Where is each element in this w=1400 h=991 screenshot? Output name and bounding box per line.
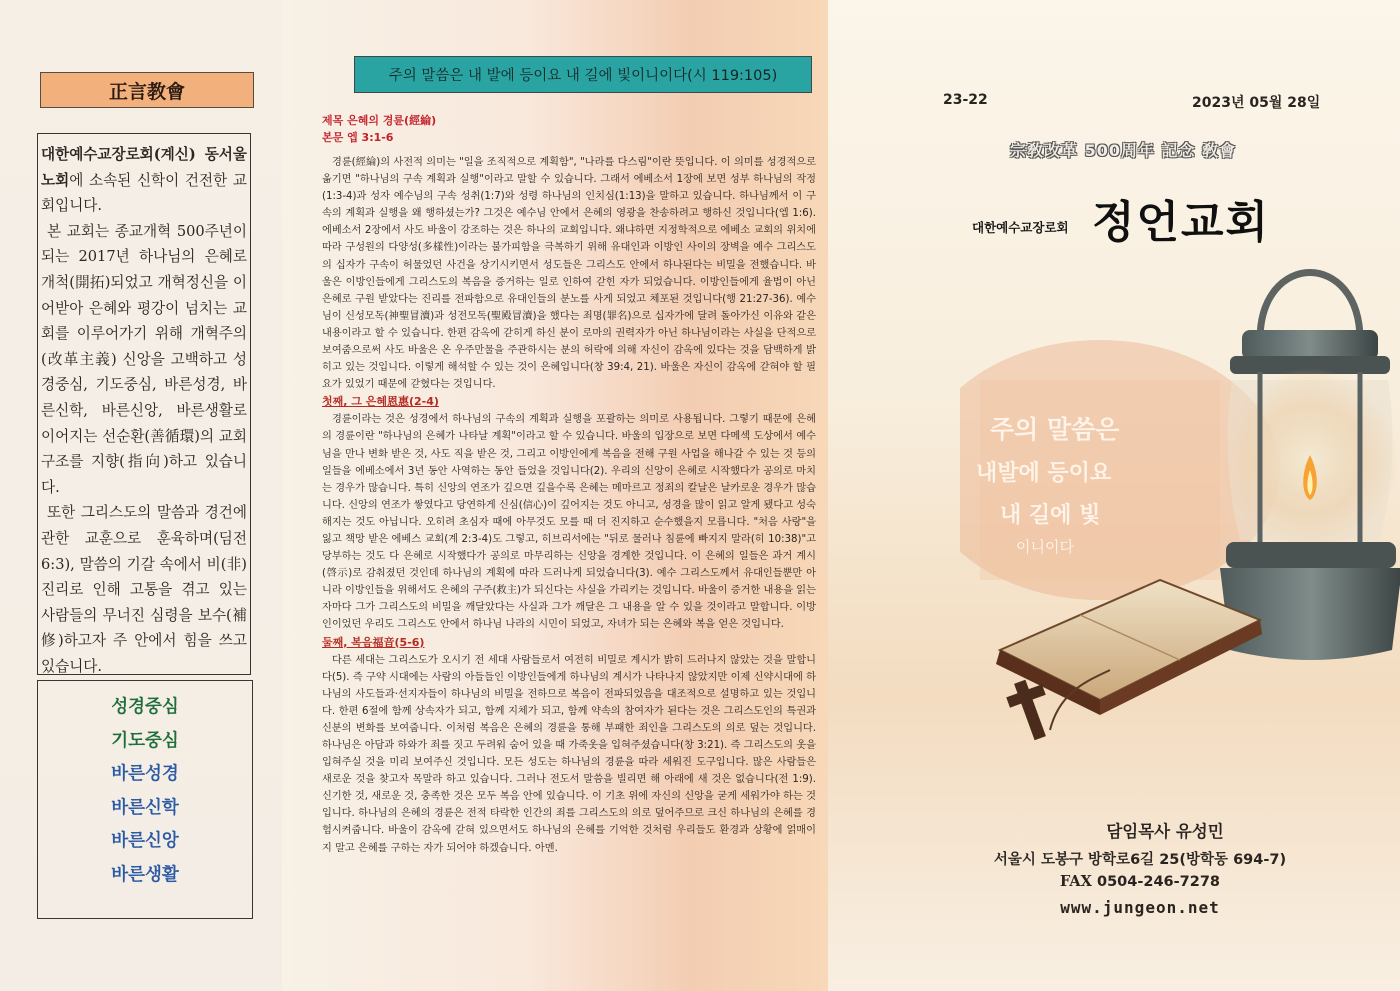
- bulletin-date: 2023년 05월 28일: [1192, 95, 1321, 111]
- lamp-cap: [1242, 330, 1378, 360]
- church-intro-box: [37, 133, 251, 675]
- denomination-label: 대한예수교장로회: [972, 220, 1069, 235]
- value-right-bible: 바른성경: [111, 764, 179, 784]
- church-name-title: 정언교회: [1092, 197, 1271, 248]
- core-values-box: [37, 680, 253, 919]
- pastor-name: 담임목사 유성민: [1106, 822, 1224, 841]
- intro-paragraph-1: [41, 142, 247, 219]
- value-right-faith: 바른신앙: [111, 831, 179, 851]
- section-2-label: 둘째, 복음福音(5-6): [322, 635, 425, 649]
- intro-paragraph-2: [41, 219, 247, 501]
- lamp-bible-illustration: [960, 260, 1400, 760]
- verse-text: 주의 말씀은 내 발에 등이요 내 길에 빛이니이다(시 119:105): [388, 68, 778, 84]
- sermon-paragraph-2: 다른 세대는 그리스도가 오시기 전 세대 사람들로서 여전히 비밀로 계시가 밝히 드러나지 않았는 것을 말합니다(5). 즉 구약 시대에는 사람의 아들들인 이방인들에게 하나님의 계시가 나타나지 않았지만 이제 신약시대에 하나님의 사도들과·선지자들이 하나님의 비밀을 전하므로 복음이 전파되었음을 대조적으로 설명하고 있는 것입니다. 한편 6절에 함께 상속자가 되고, 함께 지체가 되고, 함께 약속의 참여자가 된다는 것은 그리스도인의 특권과 신분의 변화를 보여줍니다. 이처럼 복음은 은혜의 경륜을 통해 부패한 죄인을 그리스도의 의로 덮는 것입니다. 하나님은 아담과 하와가 죄를 짓고 두려워 숨어 있을 때 가죽옷을 입혀주셨습니다(창 3:21). 즉 그리스도의 옷을 입혀주실 것을 미리 보여주신 것입니다. 모든 성도는 하나님의 경륜을 따라 세워진 도구입니다. 많은 사람들은 새로운 것을 찾고자 목말라 하고 있습니다. 그러나 전도서 말씀을 빌리면 해 아래에 새 것은 없습니다(전 1:9). 신기한 것, 새로운 것, 충족한 것은 모두 복음 안에 있습니다. 이 기초 위에 자신의 신앙을 굳게 세워가야 하는 것입니다. 하나님의 은혜의 경륜은 전적 타락한 인간의 죄를 그리스도의 의로 덮어주므로 크신 하나님의 은혜를 경험시켜줍니다. 바울이 감옥에 갇혀 있으면서도 하나님의 은혜를 기억한 것처럼 우리들도 환경과 상황에 얽매이지 말고 은혜를 구하는 자가 되어야 하겠습니다. 아멘.: [322, 654, 816, 854]
- sermon-scripture: 본문 엡 3:1-6: [322, 131, 394, 144]
- website-url[interactable]: www.jungeon.net: [1060, 898, 1220, 917]
- section-heading-2: [322, 634, 816, 652]
- lamp-base-rim: [1226, 542, 1396, 568]
- lamp-handle: [1260, 273, 1360, 341]
- calligraphy-line-3: 내 길에 빛: [1000, 503, 1101, 528]
- intro-text-3: 또한 그리스도의 말씀과 경건에 관한 교훈으로 훈육하며(딤전 6:3), 말씀의 기갈 속에서 비(非) 진리로 인해 고통을 겪고 있는 사람들의 무너진 심령을 보수(補修)하고자 주 안에서 힘을 쓰고 있습니다.: [41, 504, 247, 675]
- fax-line: [970, 873, 1310, 890]
- fax-number: 0504-246-7278: [1096, 874, 1221, 890]
- intro-text-1: 에 소속된 신학이 건전한 교회입니다.: [41, 171, 247, 215]
- intro-text-2: 본 교회는 종교개혁 500주년이 되는 2017년 하나님의 은혜로 개척(開拓)되었고 개혁정신을 이어받아 은혜와 평강이 넘치는 교회를 이루어가기 위해 개혁주의(改革主義) 신앙을 고백하고 성경중심, 기도중심, 바른성경, 바른신학, 바른신앙, 바른생활로 이어지는 선순환(善循環)의 교회 구조를 지향(指向)하고 있습니다.: [41, 222, 247, 496]
- value-bible-centered: 성경중심: [111, 697, 179, 717]
- verse-banner: [354, 56, 812, 93]
- intro-bold: 대한예수교장로회(계신) 동서울 노회: [41, 146, 247, 189]
- church-address: 서울시 도봉구 방학로6길 25(방학동 694-7): [993, 852, 1287, 868]
- sermon-intro: 경륜(經綸)의 사전적 의미는 "일을 조직적으로 계획함", "나라를 다스림"이란 뜻입니다. 이 의미를 성경적으로 옮기면 "하나님의 구속 계획과 실행"이라고 말할 수 있습니다. 그래서 에베소서 1장에 보면 성부 하나님의 작정(1:3-4)과 성자 예수님의 구속 성취(1:7)와 성령 하나님의 인치심(1:13)을 말하고 있습니다. 하나님께서 이 구속의 계획과 실행을 왜 행하셨는가? 그것은 예수님 안에서 은혜의 영광을 찬송하려고 행하신 것입니다(엡 1:6). 에베소서 2장에서 사도 바울이 강조하는 것은 하나의 교회입니다. 왜냐하면 지정학적으로 에베소 교회의 위치에 따라 구성원의 다양성(多樣性)이라는 불가피함을 극복하기 위해 유대인과 이방인 사이의 장벽을 예수 그리스도의 십자가 구속이 허물었던 사건을 상기시키면서 성도들은 그리스도 안에서 하나된다는 비밀을 전했습니다. 바울은 이방인들에게 그리스도의 복음을 증거하는 일로 인하여 갇힌 자가 되었습니다. 이방인들에게 율법이 아닌 은혜로 구원 받았다는 진리를 전파함으로 유대인들의 분노를 사게 되었고 체포된 것입니다(행 21:27-36). 예수님이 신성모독(神聖冒瀆)과 성전모독(聖殿冒瀆)을 했다는 죄명(罪名)으로 십자가에 달려 돌아가신 이유와 같은 내용이라고 할 수 있습니다. 한편 감옥에 갇히게 하신 분이 로마의 권력자가 아닌 하나님이라는 사실을 단적으로 보여줌으로써 사도 바울은 온 우주만물을 주관하시는 분의 허락에 의해 자신이 감옥에 있다는 것을 담백하게 밝히고 있는 것입니다. 이렇게 해석할 수 있는 것이 은혜입니다(창 39:4, 21). 바울은 자신이 감옥에 갇혀야 할 필요가 있었기 때문에 갇혔다는 것입니다.: [322, 157, 816, 391]
- section-1-label: 첫째, 그 은혜恩惠(2-4): [322, 395, 439, 409]
- issue-number: 23-22: [943, 92, 988, 108]
- fax-label: FAX: [1059, 873, 1092, 890]
- sermon-title: 제목 은혜의 경륜(經綸): [322, 114, 437, 127]
- section-heading-1: [322, 393, 816, 411]
- value-prayer-centered: 기도중심: [111, 730, 179, 751]
- calligraphy-line-4: 이니이다: [1016, 538, 1074, 556]
- value-right-life: 바른생활: [111, 864, 179, 885]
- calligraphy-line-2: 내발에 등이요: [976, 461, 1112, 486]
- calligraphy-line-1: 주의 말씀은: [990, 415, 1120, 444]
- sermon-paragraph-1: 경륜이라는 것은 성경에서 하나님의 구속의 계획과 실행을 포괄하는 의미로 사용됩니다. 그렇기 때문에 은혜의 경륜이란 "하나님의 은혜가 나타날 계획"이라고 할 수 있습니다. 바울의 입장으로 보면 다메섹 도상에서 예수님을 만나 변화 받은 것, 사도 직을 받은 것, 그리고 이방인에게 복음을 전해 구원 사업을 해나갈 수 있는 것 등의 일들을 에베소에서 3년 동안 사역하는 동안 들었을 것입니다(2). 우리의 신앙이 은혜로 시작했다가 공의로 마치는 경우가 많습니다. 특히 신앙의 연조가 깊으면 깊을수록 은혜는 메마르고 정죄의 칼날은 날카로운 경우가 많습니다. 신앙의 연조가 쌓였다고 당연하게 신심(信心)이 깊어지는 것도 아니고, 성경을 많이 읽고 알게 됐다고 성숙해지는 것도 아닙니다. 오히려 초심자 때에 아무것도 모를 때 더 진지하고 순수했을지 모릅니다. "처음 사랑"을 잃고 책망 받은 에베스 교회(계 2:3-4)도 그렇고, 히브리서에는 "뒤로 물러나 침륜에 빠지지 말라(히 10:38)"고 당부하는 것도 다 은혜로 시작했다가 공의로 마무리하는 신앙을 경계한 것입니다. 이 은혜의 일들은 과거 계시(啓示)로 감춰졌던 것인데 하나님의 계획에 따라 드러나게 되었습니다(3). 예수 그리스도께서 유대인들뿐만 아니라 이방인들을 위해서도 은혜의 구주(救主)가 되신다는 사실을 가리키는 것입니다. 바울이 증거한 내용을 읽는 자마다 그가 그리스도의 비밀을 깨달았다는 사실과 그가 깨달은 그 내용을 알 수 있을 것이라고 말합니다. 이방인이었던 우리도 그리스도 안에서 하나님 나라의 시민이 되었고, 자녀가 되는 은혜와 복을 얻은 것입니다.: [322, 414, 816, 631]
- commemoration-text: 宗敎改革 500周年 記念 敎會: [1010, 141, 1237, 160]
- intro-paragraph-3: [41, 500, 247, 679]
- sermon-body: [322, 112, 816, 857]
- church-name-box: [40, 72, 254, 108]
- church-name-hanja: 正言教會: [108, 80, 185, 103]
- value-right-theology: 바른신학: [111, 797, 179, 818]
